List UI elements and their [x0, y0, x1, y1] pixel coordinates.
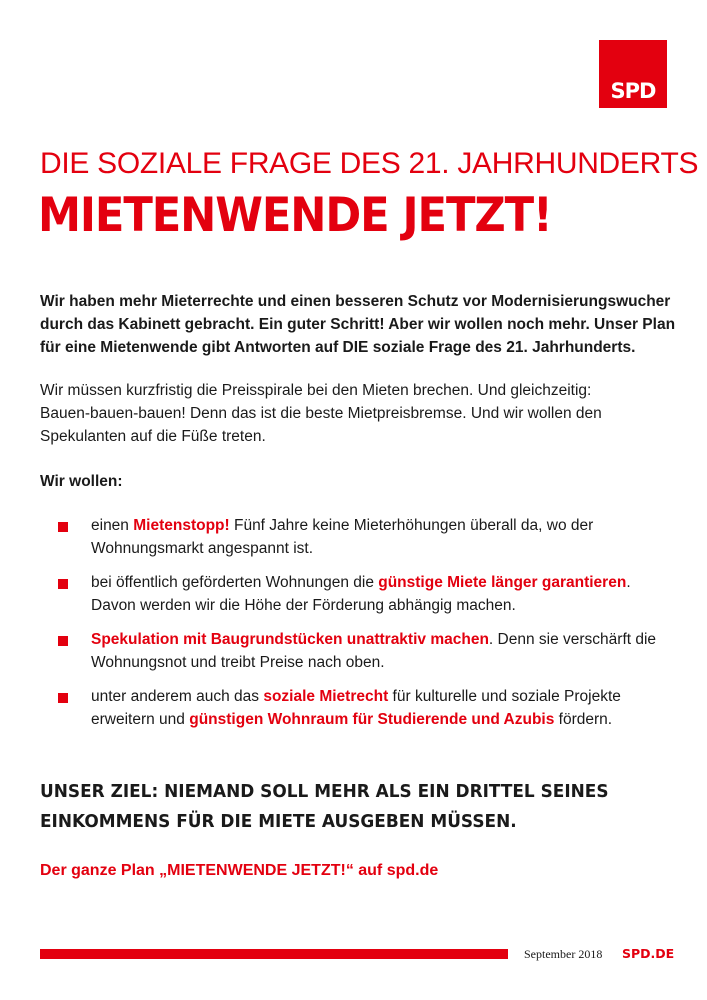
intro-line: durch das Kabinett gebracht. Ein guter Schritt! Aber wir wollen noch mehr. Unser Plan	[40, 316, 676, 333]
intro-line: für eine Mietenwende gibt Antworten auf DIE soziale Frage des 21. Jahrhunderts.	[40, 339, 636, 356]
list-item	[58, 571, 678, 617]
list-item	[58, 628, 678, 674]
bullet-text: Fünf Jahre keine Mieterhöhungen überall da, wo der	[229, 517, 594, 534]
bullet-square-icon	[58, 579, 68, 589]
logo-text: SPD	[610, 79, 656, 103]
bullet-text: Davon werden wir die Höhe der Förderung abhängig machen.	[91, 597, 516, 614]
bullet-text: erweitern und	[91, 711, 190, 728]
goal-line: EINKOMMENS FÜR DIE MIETE AUSGEBEN MÜSSEN.	[40, 811, 517, 832]
bullet-square-icon	[58, 522, 68, 532]
headline: MIETENWENDE JETZT!	[38, 188, 552, 243]
wir-wollen-heading: Wir wollen:	[40, 473, 123, 490]
bullet-text: Wohnungsnot und treibt Preise nach oben.	[91, 654, 385, 671]
intro-line: Wir haben mehr Mieterrechte und einen besseren Schutz vor Modernisierungswucher	[40, 293, 671, 310]
bullet-text: für kulturelle und soziale Projekte	[388, 688, 621, 705]
footer-bar	[40, 949, 508, 959]
plan-link-text: Der ganze Plan „MIETENWENDE JETZT!“ auf spd.de	[40, 862, 439, 879]
footer-site: SPD.DE	[622, 946, 675, 961]
spd-logo	[599, 40, 667, 108]
bullet-text: . Denn sie verschärft die	[488, 631, 657, 648]
body-line: Wir müssen kurzfristig die Preisspirale bei den Mieten brechen. Und gleichzeitig:	[40, 382, 592, 399]
bullet-highlight: Spekulation mit Baugrundstücken unattraktiv machen	[91, 631, 489, 648]
bullet-square-icon	[58, 636, 68, 646]
bullet-highlight: günstigen Wohnraum für Studierende und Azubis	[189, 711, 555, 728]
list-item	[58, 514, 678, 560]
bullet-text: einen	[91, 517, 134, 534]
bullet-highlight: soziale Mietrecht	[263, 688, 389, 705]
body-line: Bauen-bauen-bauen! Denn das ist die beste Mietpreisbremse. Und wir wollen den	[40, 405, 602, 422]
intro-paragraph	[40, 290, 680, 359]
goal-line: UNSER ZIEL: NIEMAND SOLL MEHR ALS EIN DRITTEL SEINES	[40, 781, 609, 802]
goal-statement	[40, 777, 642, 837]
bullet-square-icon	[58, 693, 68, 703]
demands-list	[58, 514, 678, 742]
body-line: Spekulanten auf die Füße treten.	[40, 428, 266, 445]
body-paragraph	[40, 379, 680, 448]
bullet-text: unter anderem auch das	[91, 688, 264, 705]
footer-date: September 2018	[524, 947, 603, 961]
list-item	[58, 685, 678, 731]
bullet-text: bei öffentlich geförderten Wohnungen die	[91, 574, 379, 591]
bullet-highlight: Mietenstopp!	[133, 517, 230, 534]
bullet-highlight: günstige Miete länger garantieren	[378, 574, 627, 591]
subtitle: DIE SOZIALE FRAGE DES 21. JAHRHUNDERTS	[40, 147, 699, 180]
bullet-text: Wohnungsmarkt angespannt ist.	[91, 540, 314, 557]
bullet-text: .	[626, 574, 631, 591]
bullet-text: fördern.	[554, 711, 613, 728]
